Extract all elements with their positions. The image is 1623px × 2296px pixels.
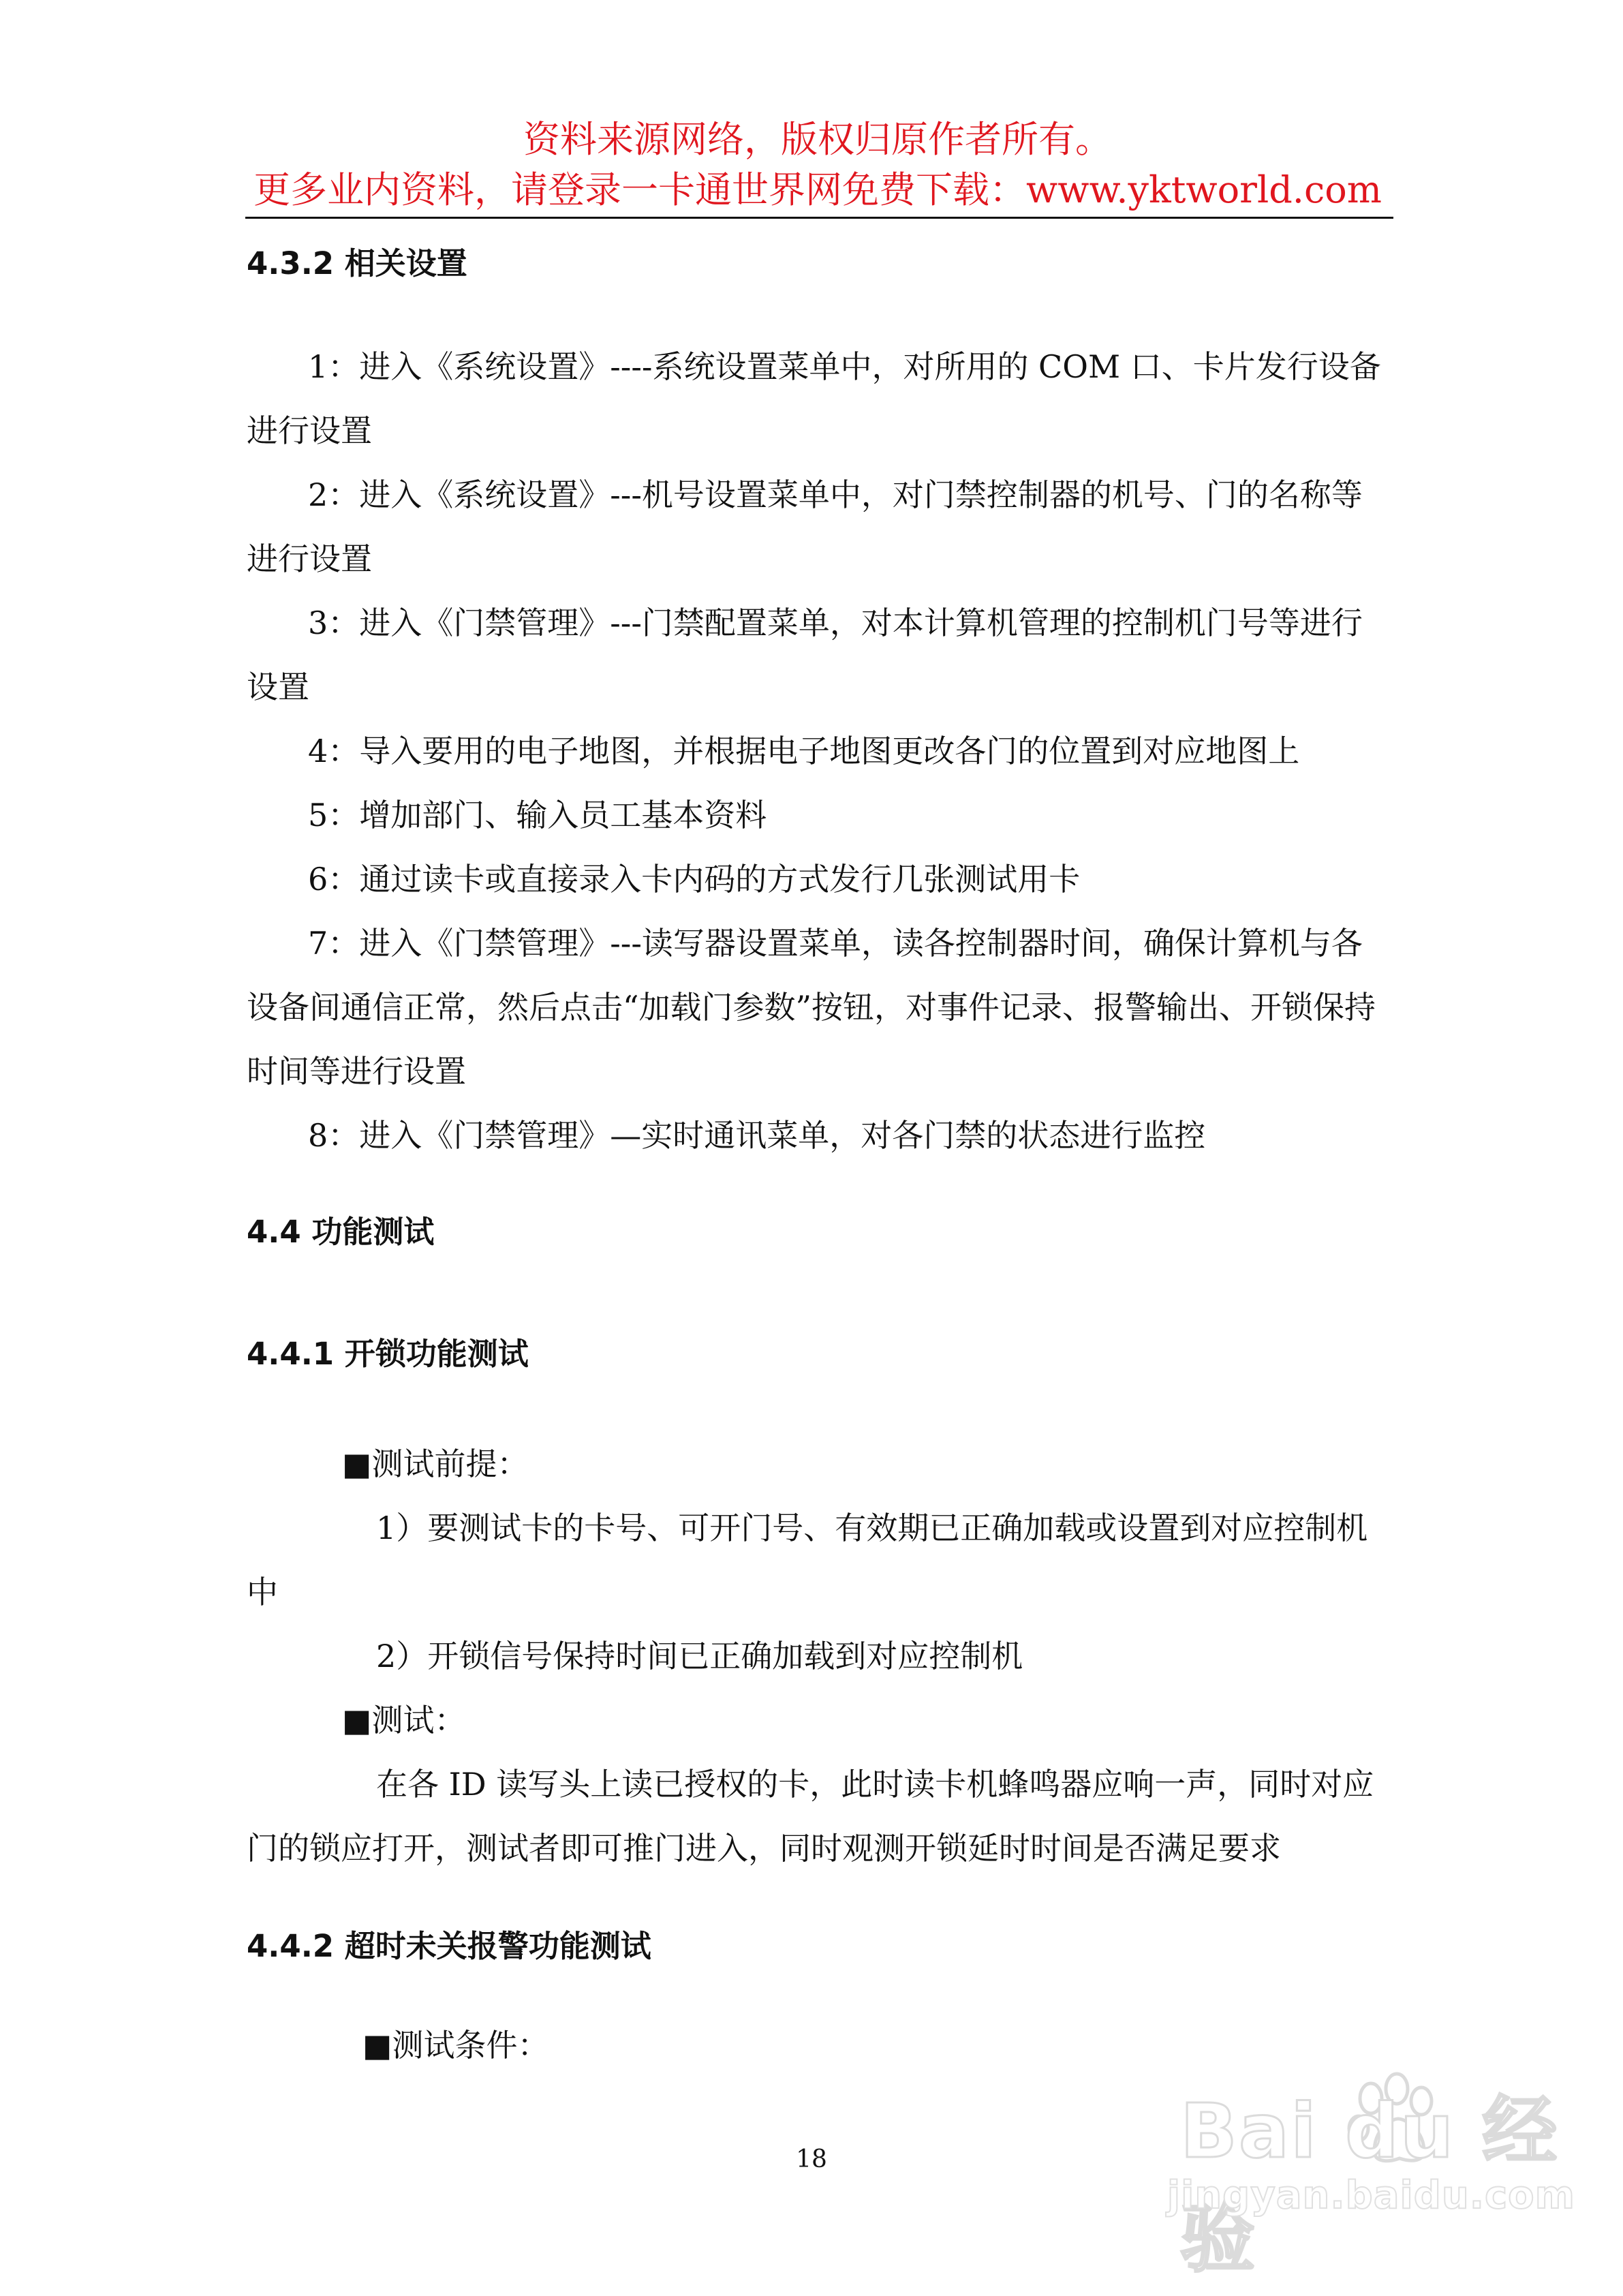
test-label: ■测试：: [342, 1702, 466, 1739]
premise-label: ■测试前提：: [342, 1445, 529, 1482]
settings-list: [247, 335, 1391, 1167]
premise-item-1: 1）要测试卡的卡号、可开门号、有效期已正确加载或设置到对应控制机中: [247, 1510, 1368, 1610]
settings-item-4: 4：导入要用的电子地图，并根据电子地图更改各门的位置到对应地图上: [308, 733, 1300, 769]
header-divider: [245, 217, 1393, 219]
test-description: 在各 ID 读写头上读已授权的卡，此时读卡机蜂鸣器应响一声，同时对应门的锁应打开，测试者即可推门进入，同时观测开锁延时时间是否满足要求: [247, 1766, 1374, 1867]
watermark-url: jingyan.baidu.com: [1166, 2173, 1575, 2218]
heading-4-4: 4.4 功能测试: [247, 1214, 435, 1250]
settings-item-6: 6：通过读卡或直接录入卡内码的方式发行几张测试用卡: [308, 861, 1081, 898]
page-number: 18: [796, 2145, 827, 2173]
settings-item-7: 7：进入《门禁管理》---读写器设置菜单，读各控制器时间，确保计算机与各设备间通信正常，然后点击“加载门参数”按钮，对事件记录、报警输出、开锁保持时间等进行设置: [247, 925, 1376, 1090]
document-header: [245, 114, 1390, 215]
watermark-logo-text: Bai du 经验: [1180, 2087, 1559, 2282]
settings-item-5: 5：增加部门、输入员工基本资料: [308, 797, 767, 833]
settings-item-2: 2：进入《系统设置》---机号设置菜单中，对门禁控制器的机号、门的名称等进行设置: [247, 476, 1363, 577]
settings-item-1: 1：进入《系统设置》----系统设置菜单中，对所用的 COM 口、卡片发行设备进行设置: [247, 348, 1381, 449]
premise-item-2: 2）开锁信号保持时间已正确加载到对应控制机: [376, 1638, 1023, 1674]
heading-4-3-2: 4.3.2 相关设置: [247, 245, 467, 281]
unlock-test-block: [247, 1432, 1391, 1880]
baidu-watermark: [1166, 2071, 1575, 2282]
settings-item-8: 8：进入《门禁管理》—实时通讯菜单，对各门禁的状态进行监控: [308, 1117, 1206, 1154]
heading-4-4-1: 4.4.1 开锁功能测试: [247, 1336, 529, 1372]
condition-label: ■测试条件：: [362, 2027, 549, 2064]
heading-4-4-2: 4.4.2 超时未关报警功能测试: [247, 1928, 651, 1964]
header-line-2: 更多业内资料，请登录一卡通世界网免费下载：www.yktworld.com: [253, 168, 1382, 211]
header-line-1: 资料来源网络，版权归原作者所有。: [523, 118, 1112, 161]
settings-item-3: 3：进入《门禁管理》---门禁配置菜单，对本计算机管理的控制机门号等进行设置: [247, 604, 1363, 705]
document-body: [247, 225, 1391, 2077]
